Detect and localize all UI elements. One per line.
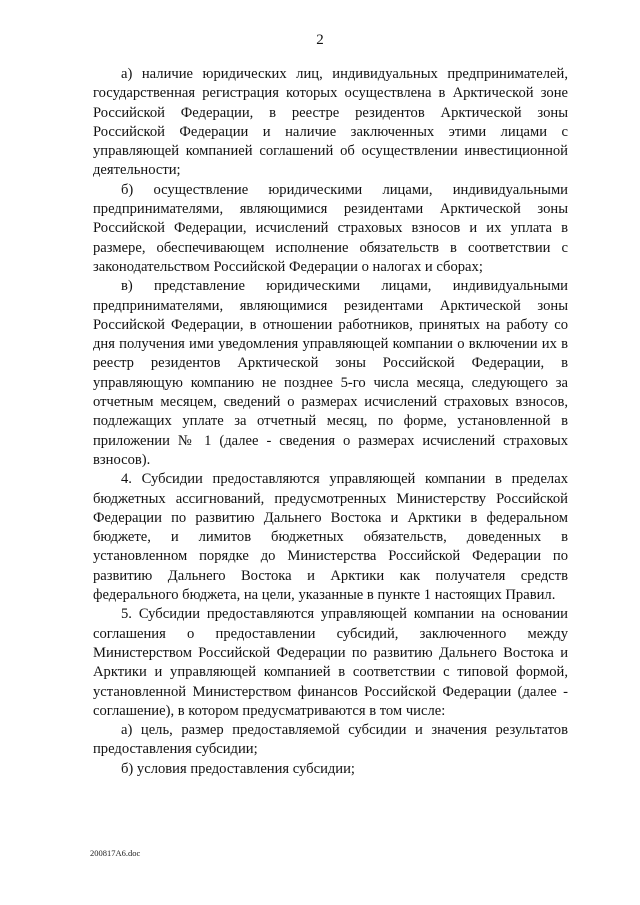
paragraph-v-reporting: в) представление юридическими лицами, индивидуальными предпринимателями, являющимися резидентами Арктической зоны Российской Федерации, в отношении работников, принятых на работу со дня получения ими уведомления управляющей компании о включении их в реестр резидентов Арктической зоны Российской Федерации, в управляющую компанию не позднее 5-го числа месяца, следующего за отчетным месяцем, сведений о размерах исчислений страховых взносов, подлежащих уплате за отчетный месяц, по форме, установленной в приложении № 1 (далее - сведения о размерах исчислений страховых взносов). — [93, 278, 568, 468]
document-body — [93, 65, 568, 779]
paragraph-5-agreement: 5. Субсидии предоставляются управляющей компании на основании соглашения о предоставлении субсидий, заключенного между Министерством Российской Федерации по развитию Дальнего Востока и Арктики и управляющей компанией в соответствии с типовой формой, установленной Министерством финансов Российской Федерации (далее - соглашение), в котором предусматриваются в том числе: — [93, 606, 568, 719]
paragraph-5b-conditions: б) условия предоставления субсидии; — [121, 760, 355, 777]
paragraph-a-residents: а) наличие юридических лиц, индивидуальных предпринимателей, государственная регистрация которых осуществлена в Арктической зоне Российской Федерации, в реестре резидентов Арктической зоны Российской Федерации и наличие заключенных этими лицами с управляющей компанией соглашений об осуществлении инвестиционной деятельности; — [93, 66, 568, 179]
paragraph-b-insurance-contributions: б) осуществление юридическими лицами, индивидуальными предпринимателями, являющимися резидентами Арктической зоны Российской Федерации, исчислений страховых взносов и их уплата в размере, обеспечивающем исполнение обязательств в соответствии с законодательством Российской Федерации о налогах и сборах; — [93, 181, 568, 275]
page-number: 2 — [316, 32, 324, 48]
paragraph-5a-purpose: а) цель, размер предоставляемой субсидии и значения результатов предоставления субсидии; — [93, 722, 568, 758]
footer-document-code: 200817A6.doc — [90, 848, 141, 858]
paragraph-4-budget-allocations: 4. Субсидии предоставляются управляющей компании в пределах бюджетных ассигнований, предусмотренных Министерству Российской Федерации по развитию Дальнего Востока и Арктики в федеральном бюджете, и лимитов бюджетных обязательств, доведенных в установленном порядке до Министерства Российской Федерации по развитию Дальнего Востока и Арктики как получателя средств федерального бюджета, на цели, указанные в пункте 1 настоящих Правил. — [93, 471, 568, 604]
